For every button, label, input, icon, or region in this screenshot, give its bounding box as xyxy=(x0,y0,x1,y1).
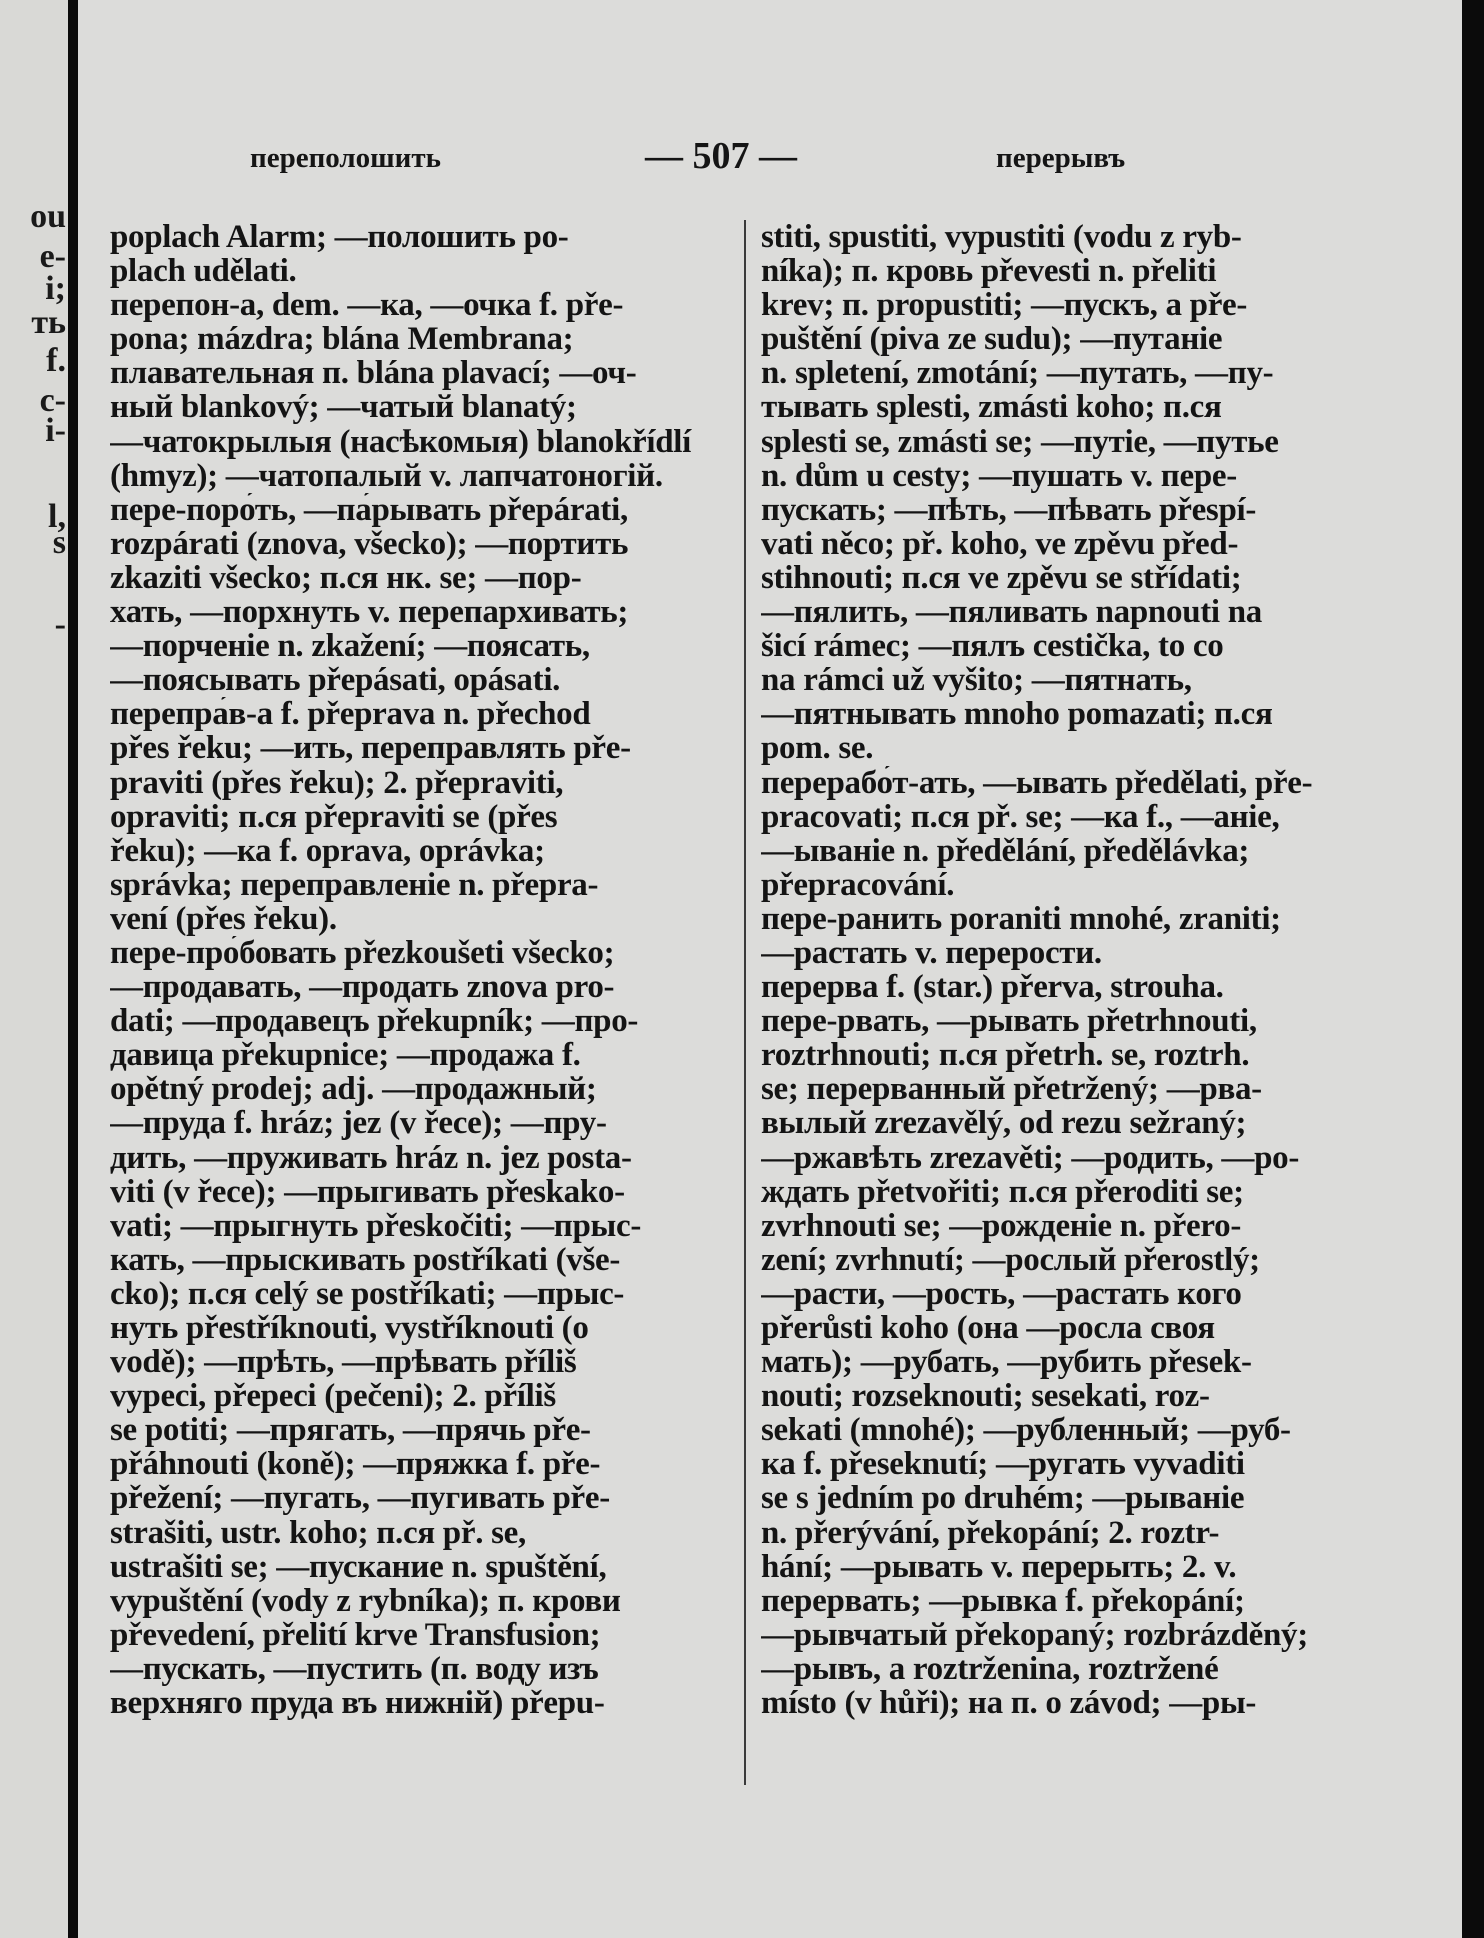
dictionary-line: plach udělati. xyxy=(110,254,297,289)
dictionary-line: přerůsti koho (она —росла своя xyxy=(761,1311,1215,1346)
dictionary-line: níka); п. кровь převesti n. přeliti xyxy=(761,254,1217,289)
running-head xyxy=(78,135,1462,188)
previous-page-fragment: i; xyxy=(45,270,66,307)
dictionary-line: верхняго пруда въ нижній) přepu- xyxy=(110,1686,605,1721)
dictionary-line: хать, —порхнуть v. перепархивать; xyxy=(110,595,629,630)
dictionary-line: пере-про́бовать přezkoušeti všecko; xyxy=(110,935,615,971)
dictionary-line: stihnouti; п.ся ve zpěvu se střídati; xyxy=(761,560,1242,596)
dictionary-line: viti (v řece); —прыгивать přeskako- xyxy=(110,1174,625,1209)
dictionary-line: перепон-а, dem. —ка, —очка f. pře- xyxy=(110,288,624,323)
dictionary-line: —пруда f. hráz; jez (v řece); —пру- xyxy=(110,1106,607,1141)
dictionary-line: —растать v. перерости. xyxy=(761,935,1102,971)
previous-page-fragment: l, xyxy=(48,498,66,535)
previous-page-fragment: e- xyxy=(39,238,66,275)
header-right-guideword: перерывъ xyxy=(996,142,1126,174)
dictionary-line: —продавать, —продать znova pro- xyxy=(110,970,615,1005)
previous-page-fragment: f. xyxy=(46,342,66,379)
dictionary-line: ный blankový; —чатый blanatý; xyxy=(110,390,577,425)
dictionary-line: přes řeku; —ить, переправлять pře- xyxy=(110,731,631,766)
previous-page-fragment: s xyxy=(52,524,66,561)
dictionary-line: кать, —прыскивать postříkati (vše- xyxy=(110,1242,621,1277)
dictionary-line: krev; п. propustiti; —пускъ, a pře- xyxy=(761,288,1248,323)
dictionary-line: zkaziti všecko; п.ся нк. se; —пор- xyxy=(110,560,582,596)
previous-page-fragment: i- xyxy=(45,412,66,449)
dictionary-line: мать); —рубать, —рубить přesek- xyxy=(761,1345,1252,1380)
dictionary-line: пускать; —пѣть, —пѣвать přespí- xyxy=(761,492,1257,527)
dictionary-line: вылый zrezavělý, od rezu sežraný; xyxy=(761,1106,1247,1141)
dictionary-line: převedení, přelití krve Transfusion; xyxy=(110,1617,601,1652)
previous-page-fragment: ou xyxy=(30,198,66,235)
dictionary-line: vati něco; př. koho, ve zpěvu před- xyxy=(761,526,1239,561)
dictionary-line: se potiti; —прягать, —прячь pře- xyxy=(110,1413,591,1448)
dictionary-line: —рывъ, a roztrženina, roztržené xyxy=(761,1651,1219,1687)
dictionary-line: давица překupnice; —продажа f. xyxy=(110,1038,581,1073)
dictionary-line: тывать splesti, zmásti koho; п.ся xyxy=(761,390,1222,425)
dictionary-line: дить, —пруживать hráz n. jez posta- xyxy=(110,1140,632,1175)
dictionary-line: ждать přetvořiti; п.ся přeroditi se; xyxy=(761,1174,1244,1209)
left-column xyxy=(110,220,732,1720)
right-column xyxy=(761,220,1433,1720)
dictionary-line: se s jedním po druhém; —рываніе xyxy=(761,1481,1245,1516)
dictionary-line: dati; —продавецъ překupník; —про- xyxy=(110,1004,639,1039)
dictionary-line: strašiti, ustr. koho; п.ся př. se, xyxy=(110,1515,526,1550)
dictionary-line: n. přerývání, překopání; 2. roztr- xyxy=(761,1515,1220,1550)
dictionary-line: na rámci už vyšito; —пятнать, xyxy=(761,663,1192,698)
dictionary-line: пере-поро́ть, —па́рывать přepárati, xyxy=(110,492,628,527)
dictionary-line: —пятнывать mnoho pomazati; п.ся xyxy=(761,697,1273,732)
dictionary-line: перерабо́т-ать, —ывать předělati, pře- xyxy=(761,765,1313,800)
dictionary-line: vodě); —прѣть, —прѣвать příliš xyxy=(110,1345,577,1380)
dictionary-line: плавательная п. blána plavací; —оч- xyxy=(110,356,637,391)
dictionary-line: pona; mázdra; blána Membrana; xyxy=(110,322,574,357)
dictionary-line: šicí rámec; —пялъ cestička, to co xyxy=(761,629,1224,664)
dictionary-line: n. dům u cesty; —пушать v. пере- xyxy=(761,458,1237,493)
dictionary-line: stiti, spustiti, vypustiti (vodu z ryb- xyxy=(761,220,1242,255)
dictionary-line: roztrhnouti; п.ся přetrh. se, roztrh. xyxy=(761,1038,1250,1073)
dictionary-line: sekati (mnohé); —рубленный; —руб- xyxy=(761,1413,1291,1448)
dictionary-line: cko); п.ся celý se postříkati; —прыс- xyxy=(110,1276,625,1311)
dictionary-line: —пускать, —пустить (п. воду изъ xyxy=(110,1651,599,1687)
dictionary-line: перерва f. (star.) přerva, strouha. xyxy=(761,970,1224,1005)
dictionary-line: —порченіе n. zkažení; —поясать, xyxy=(110,629,590,664)
dictionary-line: správka; переправленіе n. přepra- xyxy=(110,867,599,902)
dictionary-line: —чатокрылыя (насѣкомыя) blanokřídlí xyxy=(110,424,692,459)
dictionary-line: splesti se, zmásti se; —путіе, —путье xyxy=(761,424,1279,459)
dictionary-line: přepracování. xyxy=(761,867,955,902)
dictionary-line: —пялить, —пяливать napnouti na xyxy=(761,595,1263,630)
dictionary-line: rozpárati (znova, všecko); —портить xyxy=(110,526,629,561)
column-divider xyxy=(744,220,746,1785)
dictionary-line: místo (v hůři); на п. o závod; —ры- xyxy=(761,1686,1257,1721)
previous-page-edge xyxy=(0,0,68,1938)
dictionary-line: přežení; —пугать, —пугивать pře- xyxy=(110,1481,610,1516)
dictionary-line: (hmyz); —чатопалый v. лапчатоногій. xyxy=(110,458,663,493)
dictionary-line: řeku); —ка f. oprava, oprávka; xyxy=(110,833,545,868)
dictionary-line: vypeci, přepeci (pečeni); 2. příliš xyxy=(110,1379,556,1414)
dictionary-line: перервать; —рывка f. překopání; xyxy=(761,1583,1245,1618)
dictionary-line: zvrhnouti se; —рожденіе n. přero- xyxy=(761,1208,1242,1243)
dictionary-line: —рывчатый překopaný; rozbrázděný; xyxy=(761,1617,1308,1652)
previous-page-fragment: ть xyxy=(31,304,66,341)
dictionary-line: пере-рвать, —рывать přetrhnouti, xyxy=(761,1004,1257,1039)
dictionary-line: pom. se. xyxy=(761,731,874,766)
dictionary-line: opraviti; п.ся přepraviti se (přes xyxy=(110,799,558,834)
dictionary-line: nouti; rozseknouti; sesekati, roz- xyxy=(761,1379,1210,1414)
dictionary-line: vení (přes řeku). xyxy=(110,901,337,936)
dictionary-line: pracovati; п.ся př. se; —ка f., —аніе, xyxy=(761,799,1280,834)
dictionary-line: vati; —прыгнуть přeskočiti; —прыс- xyxy=(110,1208,642,1243)
dictionary-line: vypuštění (vody z rybníka); п. крови xyxy=(110,1583,621,1618)
dictionary-line: poplach Alarm; —полошить po- xyxy=(110,220,569,255)
dictionary-line: —ржавѣть zrezavěti; —родить, —ро- xyxy=(761,1140,1300,1175)
header-left-guideword: переполошить xyxy=(250,142,441,174)
page-number: — 507 — xyxy=(645,135,797,177)
previous-page-fragment: - xyxy=(54,606,66,643)
dictionary-line: zení; zvrhnutí; —рослый přerostlý; xyxy=(761,1242,1260,1277)
dictionary-line: —поясывать přepásati, opásati. xyxy=(110,663,561,698)
dictionary-line: ustrašiti se; —пускание n. spuštění, xyxy=(110,1549,607,1584)
dictionary-line: opětný prodej; adj. —продажный; xyxy=(110,1072,597,1107)
dictionary-line: ка f. přeseknutí; —ругать vyvaditi xyxy=(761,1447,1245,1482)
dictionary-line: —расти, —рость, —растать кого xyxy=(761,1276,1242,1311)
dictionary-line: praviti (přes řeku); 2. přepraviti, xyxy=(110,765,564,800)
dictionary-page xyxy=(78,0,1462,1938)
dictionary-line: se; перерванный přetržený; —рва- xyxy=(761,1072,1262,1107)
previous-page-fragment: c- xyxy=(39,382,66,419)
dictionary-line: přáhnouti (koně); —пряжка f. pře- xyxy=(110,1447,601,1482)
dictionary-line: —ываніе n. předělání, předělávka; xyxy=(761,833,1250,868)
dictionary-line: hání; —рывать v. перерыть; 2. v. xyxy=(761,1549,1237,1584)
dictionary-line: пере-ранить poraniti mnohé, zraniti; xyxy=(761,901,1281,936)
dictionary-line: puštění (piva ze sudu); —путаніе xyxy=(761,322,1223,357)
dictionary-line: перепра́в-а f. přeprava n. přechod xyxy=(110,697,591,732)
dictionary-line: нуть přestříknouti, vystříknouti (o xyxy=(110,1311,589,1346)
dictionary-line: n. spletení, zmotání; —путать, —пу- xyxy=(761,356,1274,391)
